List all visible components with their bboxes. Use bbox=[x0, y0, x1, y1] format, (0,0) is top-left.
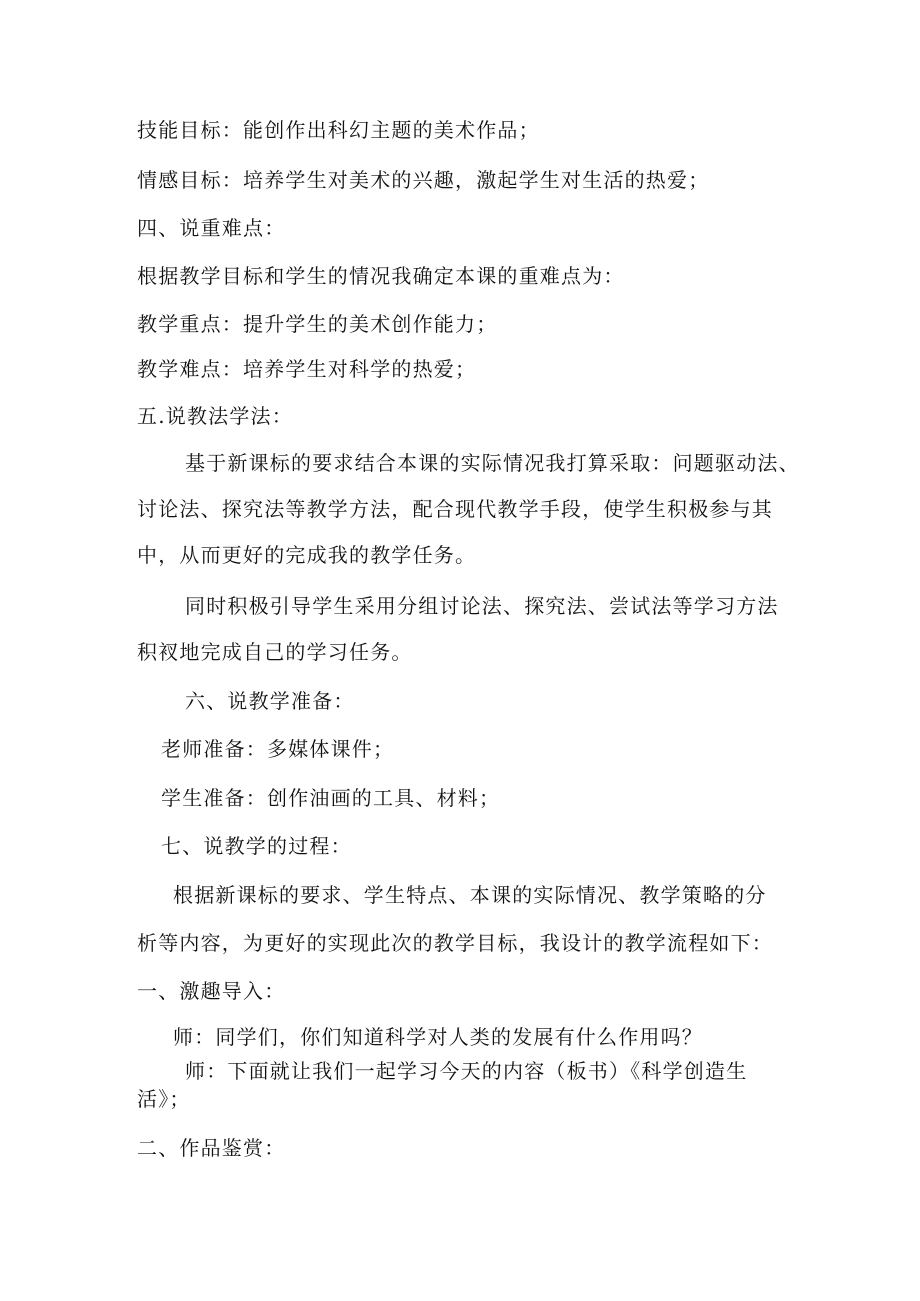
section-heading: 六、说教学准备： bbox=[185, 689, 355, 713]
text-line: 积衩地完成自己的学习任务。 bbox=[137, 640, 413, 664]
text-line: 师：同学们，你们知道科学对人类的发展有什么作用吗？ bbox=[173, 1025, 703, 1049]
text-line: 老师准备：多媒体课件； bbox=[161, 737, 395, 761]
section-heading: 七、说教学的过程： bbox=[161, 834, 352, 858]
text-line: 中，从而更好的完成我的教学任务。 bbox=[137, 543, 477, 567]
text-line: 基于新课标的要求结合本课的实际情况我打算采取：问题驱动法、 bbox=[185, 451, 800, 475]
text-line: 学生准备：创作油画的工具、材料； bbox=[161, 786, 501, 810]
text-line: 同时积极引导学生采用分组讨论法、探究法、尝试法等学习方法 bbox=[185, 594, 779, 618]
text-line: 根据新课标的要求、学生特点、本课的实际情况、教学策略的分 bbox=[173, 883, 767, 907]
text-line: 根据教学目标和学生的情况我确定本课的重难点为： bbox=[137, 264, 625, 288]
text-line: 师：下面就让我们一起学习今天的内容（板书）《科学创造生 bbox=[185, 1059, 748, 1083]
text-line: 析等内容，为更好的实现此次的教学目标，我设计的教学流程如下： bbox=[137, 931, 773, 955]
section-heading: 四、说重难点： bbox=[137, 216, 286, 240]
text-line: 活》； bbox=[137, 1087, 191, 1111]
section-heading: 五.说教法学法： bbox=[137, 404, 293, 428]
text-line: 讨论法、探究法等教学方法，配合现代教学手段，使学生积极参与其 bbox=[137, 497, 773, 521]
section-heading: 二、作品鉴赏： bbox=[137, 1136, 286, 1160]
text-line: 教学难点：培养学生对科学的热爱； bbox=[137, 357, 477, 381]
section-heading: 一、激趣导入： bbox=[137, 979, 286, 1003]
text-line: 情感目标：培养学生对美术的兴趣，激起学生对生活的热爱； bbox=[137, 168, 710, 192]
text-line: 教学重点：提升学生的美术创作能力； bbox=[137, 312, 498, 336]
text-line: 技能目标：能创作出科幻主题的美术作品； bbox=[137, 118, 540, 142]
